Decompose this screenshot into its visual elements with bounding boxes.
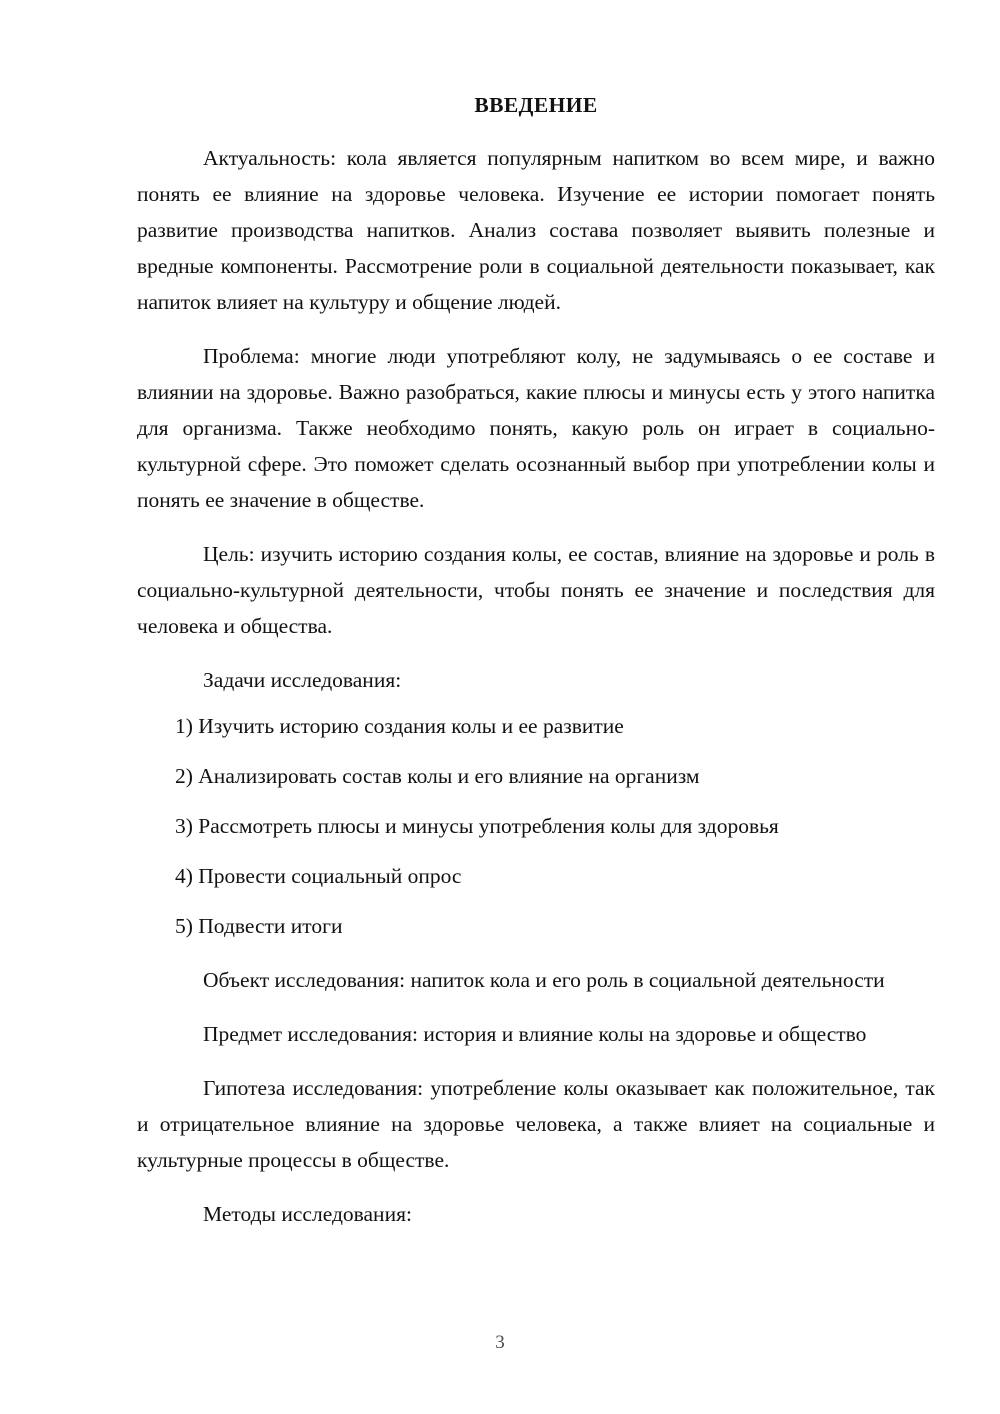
- list-item: 4) Провести социальный опрос: [175, 863, 462, 888]
- list-item: 1) Изучить историю создания колы и ее развитие: [175, 713, 624, 738]
- page-title: ВВЕДЕНИЕ: [474, 93, 598, 117]
- tasks-list: [137, 708, 935, 944]
- paragraph-hypothesis: Гипотеза исследования: употребление колы оказывает как положительное, так и отрицательное влияние на здоровье человека, а также влияет на социальные и культурные процессы в обществе.: [137, 1075, 935, 1172]
- tasks-heading: Задачи исследования:: [203, 667, 402, 692]
- page-number: 3: [495, 1332, 505, 1353]
- paragraph-relevance: Актуальность: кола является популярным напитком во всем мире, и важно понять ее влияние на здоровье человека. Изучение ее истории помогает понять развитие производства напитков. Анализ состава позволяет выявить полезные и вредные компоненты. Рассмотрение роли в социальной деятельности показывает, как напиток влияет на культуру и общение людей.: [137, 145, 935, 314]
- paragraph-goal: Цель: изучить историю создания колы, ее состав, влияние на здоровье и роль в социально-культурной деятельности, чтобы понять ее значение и последствия для человека и общества.: [137, 541, 935, 638]
- paragraph-problem: Проблема: многие люди употребляют колу, не задумываясь о ее составе и влиянии на здоровье. Важно разобраться, какие плюсы и минусы есть у этого напитка для организма. Также необходимо понять, какую роль он играет в социально-культурной сфере. Это поможет сделать осознанный выбор при употреблении колы и понять ее значение в обществе.: [137, 343, 935, 512]
- paragraph-object: Объект исследования: напиток кола и его роль в социальной деятельности: [203, 967, 885, 992]
- list-item: 5) Подвести итоги: [175, 913, 343, 938]
- paragraph-subject: Предмет исследования: история и влияние колы на здоровье и общество: [203, 1021, 867, 1046]
- document-body: [137, 0, 935, 1232]
- list-item: 3) Рассмотреть плюсы и минусы употребления колы для здоровья: [175, 813, 779, 838]
- list-item: 2) Анализировать состав колы и его влияние на организм: [175, 763, 700, 788]
- methods-heading: Методы исследования:: [203, 1201, 412, 1226]
